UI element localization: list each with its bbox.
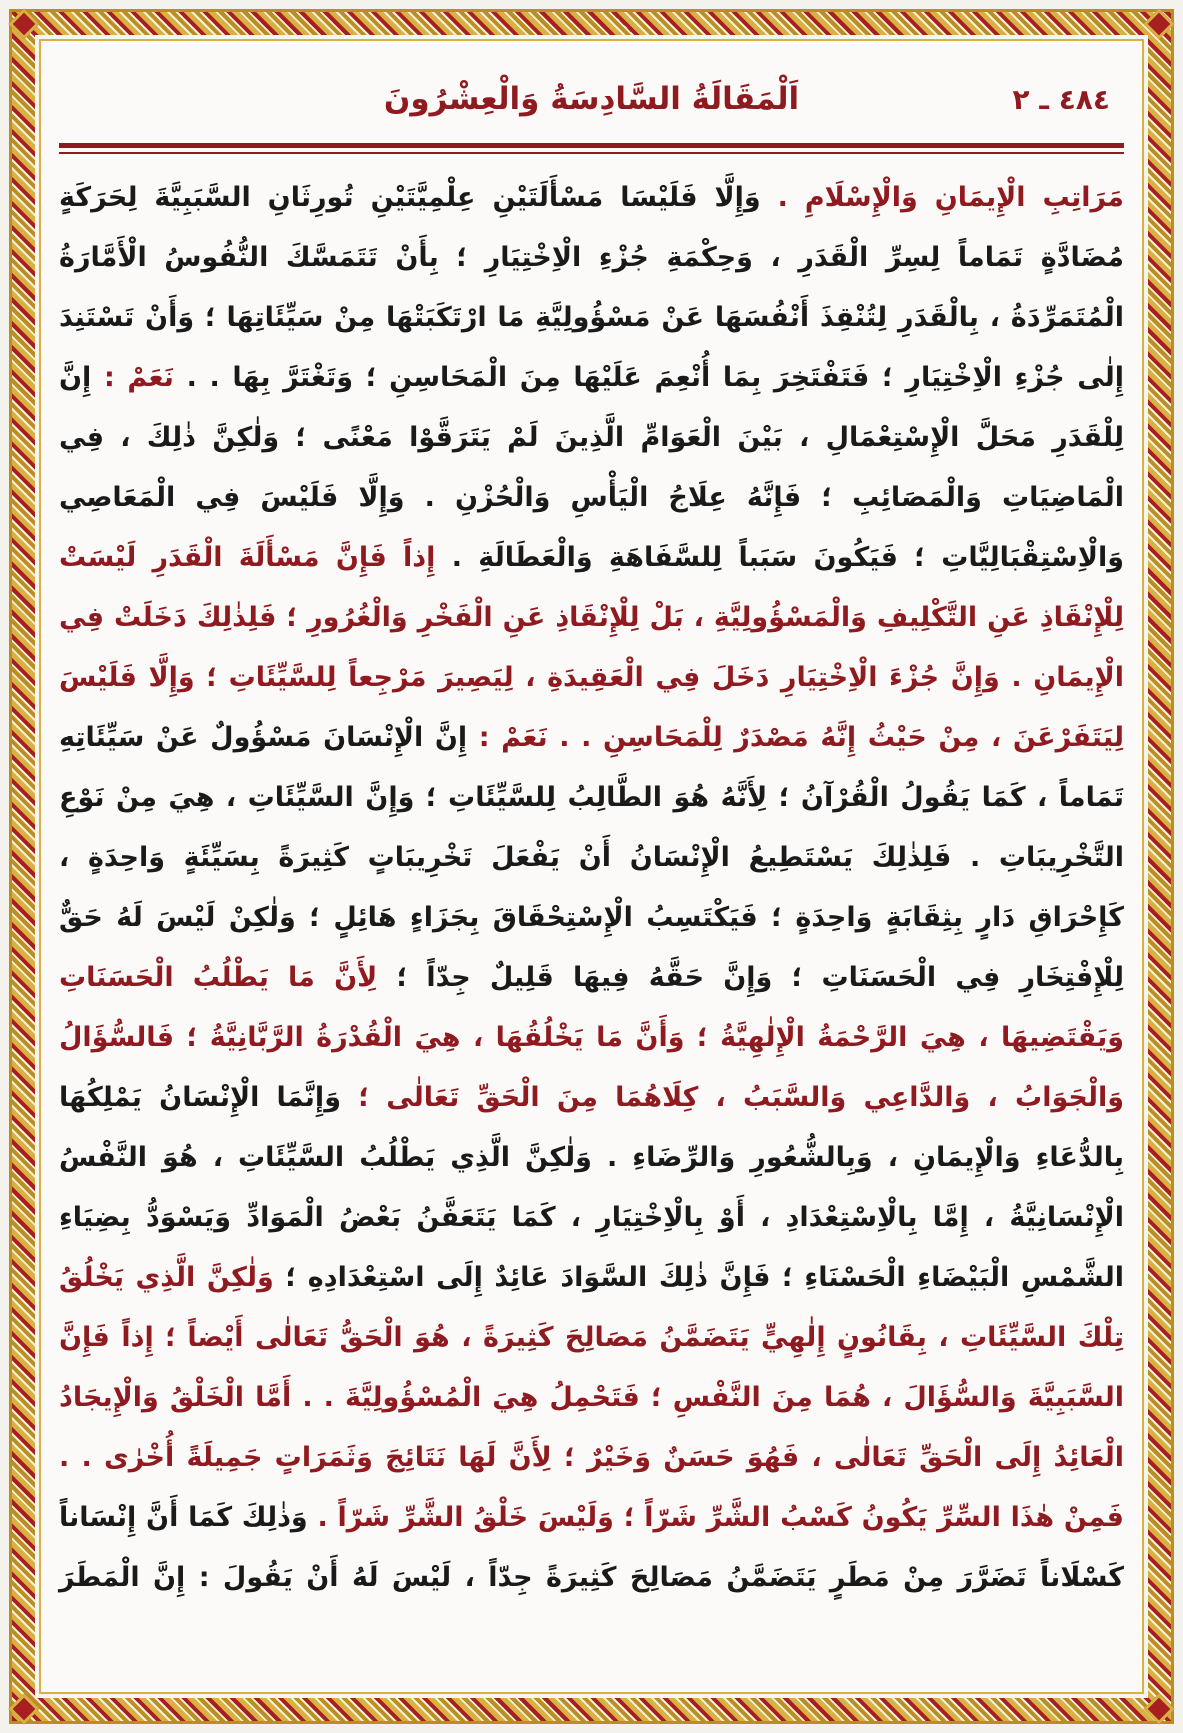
text-segment-red: وَلٰكِنَّ الَّذِي يَخْلُقُ تِلْكَ السَّيِّئَاتِ ، بِقَانُونٍ إِلٰهِيٍّ يَتَضَمَّنُ مَصَالِحَ كَثِيرَةً ، هُوَ الْحَقُّ تَعَالٰى أَيْضاً ؛ إِذاً فَإِنَّ السَّبَبِيَّةَ وَالسُّؤَالَ ، هُمَا مِنَ النَّفْسِ ؛ فَتَحْمِلُ هِيَ الْمُسْؤُولِيَّةَ . . أَمَّا الْخَلْقُ وَالْإِيجَادُ الْعَائِدُ إِلَى الْحَقِّ تَعَالٰى ، فَهُوَ حَسَنٌ وَخَيْرٌ ؛ لِأَنَّ لَهَا نَتَائِجَ وَثَمَرَاتٍ جَمِيلَةً أُخْرٰى . . فَمِنْ هٰذَا السِّرِّ يَكُونُ كَسْبُ الشَّرِّ شَرّاً ؛ وَلَيْسَ خَلْقُ الشَّرِّ شَرّاً . (59, 1262, 1124, 1533)
frame-inner-gap (35, 35, 1148, 1698)
corner-diamond-ornament (1143, 1693, 1174, 1724)
corner-diamond-ornament (1143, 8, 1174, 39)
page-content-area (39, 39, 1144, 1694)
text-segment-black: وَذٰلِكَ كَمَا أَنَّ إِنْسَاناً كَسْلَاناً تَضَرَّرَ مِنْ مَطَرٍ يَتَضَمَّنُ مَصَالِحَ كَثِيرَةً جِدّاً ، لَيْسَ لَهُ أَنْ يَقُولَ : إِنَّ الْمَطَرَ (59, 1502, 1124, 1593)
text-segment-red: مَرَاتِبِ الْإِيمَانِ وَالْإِسْلَامِ . (760, 182, 1124, 213)
text-segment-black: إِنَّ لِلْقَدَرِ مَحَلَّ الْإِسْتِعْمَالِ ، بَيْنَ الْعَوَامِّ الَّذِينَ لَمْ يَتَرَقَّوْا مَعْنًى ؛ وَلٰكِنَّ ذٰلِكَ ، فِي الْمَاضِيَاتِ وَالْمَصَائِبِ ؛ فَإِنَّهُ عِلَاجُ الْيَأْسِ وَالْحُزْنِ . وَإِلَّا فَلَيْسَ فِي الْمَعَاصِي وَالْاِسْتِقْبَالِيَّاتِ ؛ فَيَكُونَ سَبَباً لِلسَّفَاهَةِ وَالْعَطَالَةِ . (59, 362, 1124, 573)
text-segment-red: لِأَنَّ مَا يَطْلُبُ الْحَسَنَاتِ وَيَقْتَضِيهَا ، هِيَ الرَّحْمَةُ الْإِلٰهِيَّةُ ؛ وَأَنَّ مَا يَخْلُقُهَا ، هِيَ الْقُدْرَةُ الرَّبَّانِيَّةُ ؛ فَالسُّؤَالُ وَالْجَوَابُ ، وَالدَّاعِي وَالسَّبَبُ ، كِلَاهُمَا مِنَ الْحَقِّ تَعَالٰى ؛ (59, 962, 1125, 1113)
page-number: ٤٨٤ ـ ٢ (1012, 83, 1110, 116)
page-title: اَلْمَقَالَةُ السَّادِسَةُ وَالْعِشْرُونَ (383, 81, 800, 117)
body-text (59, 168, 1124, 1608)
text-segment-red: نَعَمْ : (91, 362, 174, 393)
decorative-border-frame (9, 9, 1174, 1724)
corner-diamond-ornament (8, 1693, 39, 1724)
divider-thin-line (59, 152, 1124, 154)
text-segment-black: وَإِنَّمَا الْإِنْسَانُ يَمْلِكُهَا بِالدُّعَاءِ وَالْإِيمَانِ ، وَبِالشُّعُورِ وَالرِّضَاءِ . وَلٰكِنَّ الَّذِي يَطْلُبُ السَّيِّئَاتِ ، هُوَ النَّفْسُ الْإِنْسَانِيَّةُ ، إِمَّا بِالْاِسْتِعْدَادِ ، أَوْ بِالْاِخْتِيَارِ ، كَمَا يَتَعَفَّنُ بَعْضُ الْمَوَادِّ وَيَسْوَدُّ بِضِيَاءِ الشَّمْسِ الْبَيْضَاءِ الْحَسْنَاءِ ؛ فَإِنَّ ذٰلِكَ السَّوَادَ عَائِدٌ إِلَى اسْتِعْدَادِهِ ؛ (59, 1082, 1124, 1293)
header-divider (59, 143, 1124, 154)
text-segment-black: وَإِلَّا فَلَيْسَا مَسْأَلَتَيْنِ عِلْمِيَّتَيْنِ تُورِثَانِ السَّبَبِيَّةَ لِحَرَكَةٍ مُضَادَّةٍ تَمَاماً لِسِرِّ الْقَدَرِ ، وَحِكْمَةِ جُزْءِ الْاِخْتِيَارِ ؛ بِأَنْ تَتَمَسَّكَ النُّفُوسُ الْأَمَّارَةُ الْمُتَمَرِّدَةُ ، بِالْقَدَرِ لِتُنْقِذَ أَنْفُسَهَا عَنْ مَسْؤُولِيَّةِ مَا ارْتَكَبَتْهَا مِنْ سَيِّئَاتِهَا ؛ وَأَنْ تَسْتَنِدَ إِلٰى جُزْءِ الْاِخْتِيَارِ ؛ فَتَفْتَخِرَ بِمَا أُنْعِمَ عَلَيْهَا مِنَ الْمَحَاسِنِ ؛ وَتَغْتَرَّ بِهَا . . (59, 182, 1124, 393)
divider-thick-line (59, 143, 1124, 148)
text-segment-red: إِذاً فَإِنَّ مَسْأَلَةَ الْقَدَرِ لَيْسَتْ لِلْإِنْقَاذِ عَنِ التَّكْلِيفِ وَالْمَسْؤُولِيَّةِ ، بَلْ لِلْإِنْقَاذِ عَنِ الْفَخْرِ وَالْغُرُورِ ؛ فَلِذٰلِكَ دَخَلَتْ فِي الْإِيمَانِ . وَإِنَّ جُزْءَ الْاِخْتِيَارِ دَخَلَ فِي الْعَقِيدَةِ ، لِيَصِيرَ مَرْجِعاً لِلسَّيِّئَاتِ ؛ وَإِلَّا فَلَيْسَ لِيَتَفَرْعَنَ ، مِنْ حَيْثُ إِنَّهُ مَصْدَرٌ لِلْمَحَاسِنِ . . نَعَمْ : (59, 542, 1124, 753)
page-header (59, 81, 1124, 135)
text-segment-black: إِنَّ الْإِنْسَانَ مَسْؤُولٌ عَنْ سَيِّئَاتِهِ تَمَاماً ، كَمَا يَقُولُ الْقُرْآنُ ؛ لِأَنَّهُ هُوَ الطَّالِبُ لِلسَّيِّئَاتِ ؛ وَإِنَّ السَّيِّئَاتِ ، هِيَ مِنْ نَوْعِ التَّخْرِيبَاتِ . فَلِذٰلِكَ يَسْتَطِيعُ الْإِنْسَانُ أَنْ يَفْعَلَ تَخْرِيبَاتٍ كَثِيرَةً بِسَيِّئَةٍ وَاحِدَةٍ ، كَإِحْرَاقِ دَارٍ بِثِقَابَةٍ وَاحِدَةٍ ؛ فَيَكْتَسِبُ الْإِسْتِحْقَاقَ بِجَزَاءٍ هَائِلٍ ؛ وَلٰكِنْ لَيْسَ لَهُ حَقٌّ لِلْإِفْتِخَارِ فِي الْحَسَنَاتِ ؛ وَإِنَّ حَقَّهُ فِيهَا قَلِيلٌ جِدّاً ؛ (59, 722, 1124, 993)
